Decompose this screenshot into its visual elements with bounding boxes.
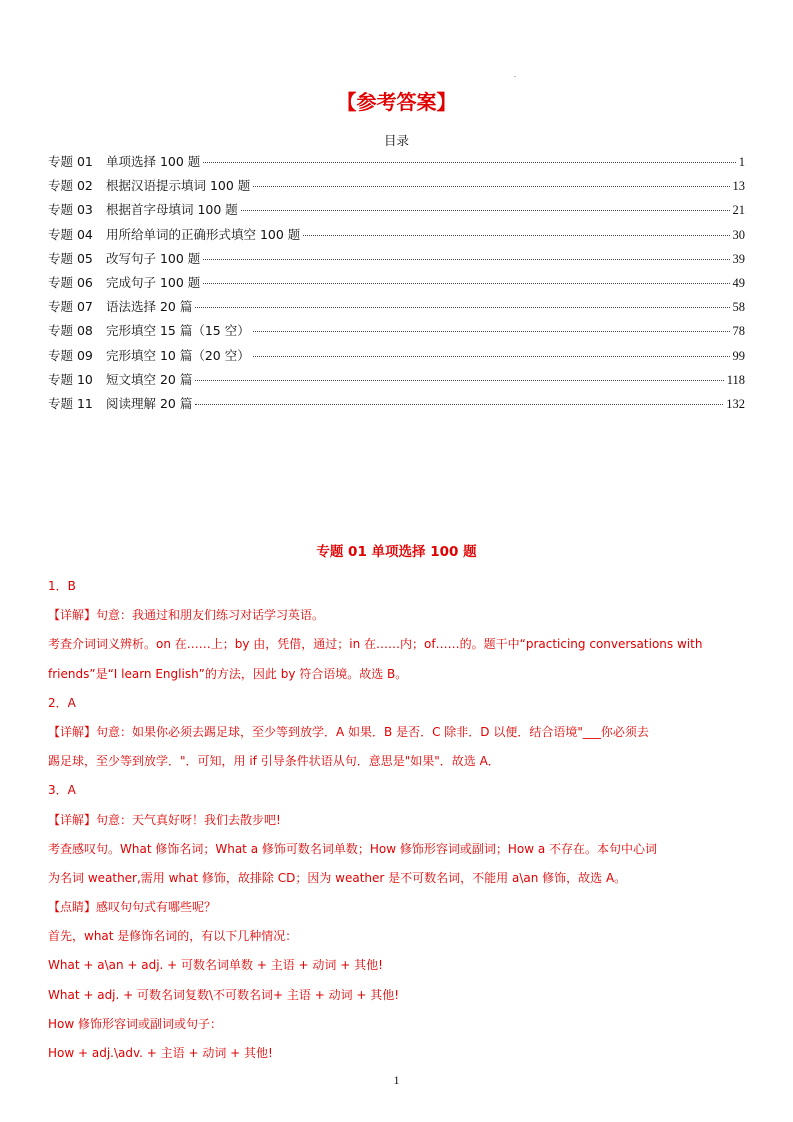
dot-leader bbox=[303, 235, 729, 236]
page-number: 1 bbox=[393, 1073, 400, 1087]
toc-page-number: 49 bbox=[732, 275, 745, 290]
dot-leader bbox=[203, 283, 729, 284]
toc-page-number: 78 bbox=[732, 324, 745, 339]
dot-leader bbox=[253, 186, 729, 187]
toc-page-number: 99 bbox=[732, 348, 745, 363]
toc-number: 专题 09 bbox=[48, 347, 93, 363]
toc-entry-title: 完形填空 15 篇（15 空） bbox=[106, 323, 250, 339]
answer-line: 【详解】句意：天气真好呀！我们去散步吧! bbox=[48, 812, 281, 827]
answer-line: 考查感叹句。What 修饰名词；What a 修饰可数名词单数；How 修饰形容词或副词；How a 不存在。本句中心词 bbox=[48, 841, 658, 856]
toc-row[interactable] bbox=[48, 394, 745, 418]
stray-dot-mark: . bbox=[514, 70, 516, 79]
toc-entry-title: 用所给单词的正确形式填空 100 题 bbox=[106, 226, 301, 242]
toc-row[interactable] bbox=[48, 225, 745, 249]
answer-line: 2．A bbox=[48, 695, 76, 710]
toc-number: 专题 07 bbox=[48, 299, 93, 315]
toc-number: 专题 05 bbox=[48, 250, 93, 266]
dot-leader bbox=[195, 307, 729, 308]
answer-line: 为名词 weather,需用 what 修饰，故排除 CD；因为 weather 是不可数名词，不能用 a\an 修饰，故选 A。 bbox=[48, 870, 627, 885]
answer-line: 考查介词词义辨析。on 在……上；by 由，凭借，通过；in 在……内；of……的。题干中“practicing conversations with bbox=[48, 637, 703, 652]
answer-line: 【详解】句意：我通过和朋友们练习对话学习英语。 bbox=[48, 608, 325, 623]
toc-number: 专题 11 bbox=[48, 395, 93, 411]
toc-row[interactable] bbox=[48, 273, 745, 297]
toc-entry-title: 完形填空 10 篇（20 空） bbox=[106, 347, 250, 363]
toc-entry-title: 改写句子 100 题 bbox=[106, 250, 201, 266]
dot-leader bbox=[203, 259, 729, 260]
toc-page-number: 13 bbox=[732, 179, 745, 194]
answer-line: 3．A bbox=[48, 783, 76, 798]
toc-number: 专题 01 bbox=[48, 154, 93, 169]
answer-line: 1．B bbox=[48, 579, 76, 593]
toc-row[interactable] bbox=[48, 152, 745, 176]
table-of-contents bbox=[48, 152, 745, 418]
toc-entry-title: 单项选择 100 题 bbox=[106, 154, 201, 169]
answer-line: 首先，what 是修饰名词的，有以下几种情况： bbox=[48, 929, 298, 944]
toc-row[interactable] bbox=[48, 346, 745, 370]
answer-line: How 修饰形容词或副词或句子： bbox=[48, 1016, 222, 1031]
toc-entry-title: 短文填空 20 篇 bbox=[106, 371, 193, 387]
page-title: 【参考答案】 bbox=[336, 90, 457, 114]
toc-number: 专题 06 bbox=[48, 274, 93, 290]
answer-line: What + adj. + 可数名词复数\不可数名词+ 主语 + 动词 + 其他! bbox=[48, 987, 400, 1002]
toc-entry-title: 完成句子 100 题 bbox=[106, 274, 201, 290]
toc-page-number: 58 bbox=[732, 300, 745, 315]
toc-title: 目录 bbox=[383, 133, 409, 148]
answer-line: How + adj.\adv. + 主语 + 动词 + 其他! bbox=[48, 1046, 273, 1060]
answer-line: friends”是“I learn English”的方法，因此 by 符合语境。故选 B。 bbox=[48, 666, 408, 681]
answer-line: What + a\an + adj. + 可数名词单数 + 主语 + 动词 + 其他! bbox=[48, 958, 383, 973]
toc-entry-title: 根据首字母填词 100 题 bbox=[106, 202, 238, 218]
toc-page-number: 118 bbox=[726, 372, 745, 387]
toc-row[interactable] bbox=[48, 200, 745, 224]
dot-leader bbox=[241, 210, 730, 211]
toc-number: 专题 03 bbox=[48, 202, 93, 218]
toc-entry-title: 阅读理解 20 篇 bbox=[106, 395, 193, 411]
toc-page-number: 1 bbox=[738, 155, 745, 169]
toc-row[interactable] bbox=[48, 370, 745, 394]
toc-page-number: 39 bbox=[732, 251, 745, 266]
toc-page-number: 30 bbox=[732, 227, 745, 242]
dot-leader bbox=[253, 331, 730, 332]
toc-entry-title: 根据汉语提示填词 100 题 bbox=[106, 178, 251, 194]
toc-row[interactable] bbox=[48, 176, 745, 200]
dot-leader bbox=[253, 356, 730, 357]
toc-page-number: 21 bbox=[732, 203, 745, 218]
answer-content bbox=[48, 572, 745, 1068]
toc-number: 专题 10 bbox=[48, 371, 93, 387]
toc-page-number: 132 bbox=[726, 396, 745, 411]
section-heading: 专题 01 单项选择 100 题 bbox=[316, 544, 477, 560]
toc-row[interactable] bbox=[48, 321, 745, 345]
dot-leader bbox=[195, 404, 723, 405]
toc-entry-title: 语法选择 20 篇 bbox=[106, 299, 193, 315]
toc-number: 专题 08 bbox=[48, 323, 93, 339]
toc-row[interactable] bbox=[48, 249, 745, 273]
answer-line: 【详解】句意：如果你必须去踢足球，至少等到放学．A 如果．B 是否．C 除非．D 以便．结合语境"___你必须去 bbox=[48, 724, 649, 739]
answer-line: 【点睛】感叹句句式有哪些呢？ bbox=[48, 900, 217, 915]
toc-number: 专题 02 bbox=[48, 178, 93, 194]
dot-leader bbox=[203, 162, 735, 163]
answer-line: 踢足球，至少等到放学．"．可知，用 if 引导条件状语从句．意思是"如果"．故选 A． bbox=[48, 754, 500, 769]
toc-number: 专题 04 bbox=[48, 226, 93, 242]
dot-leader bbox=[195, 380, 723, 381]
toc-row[interactable] bbox=[48, 297, 745, 321]
